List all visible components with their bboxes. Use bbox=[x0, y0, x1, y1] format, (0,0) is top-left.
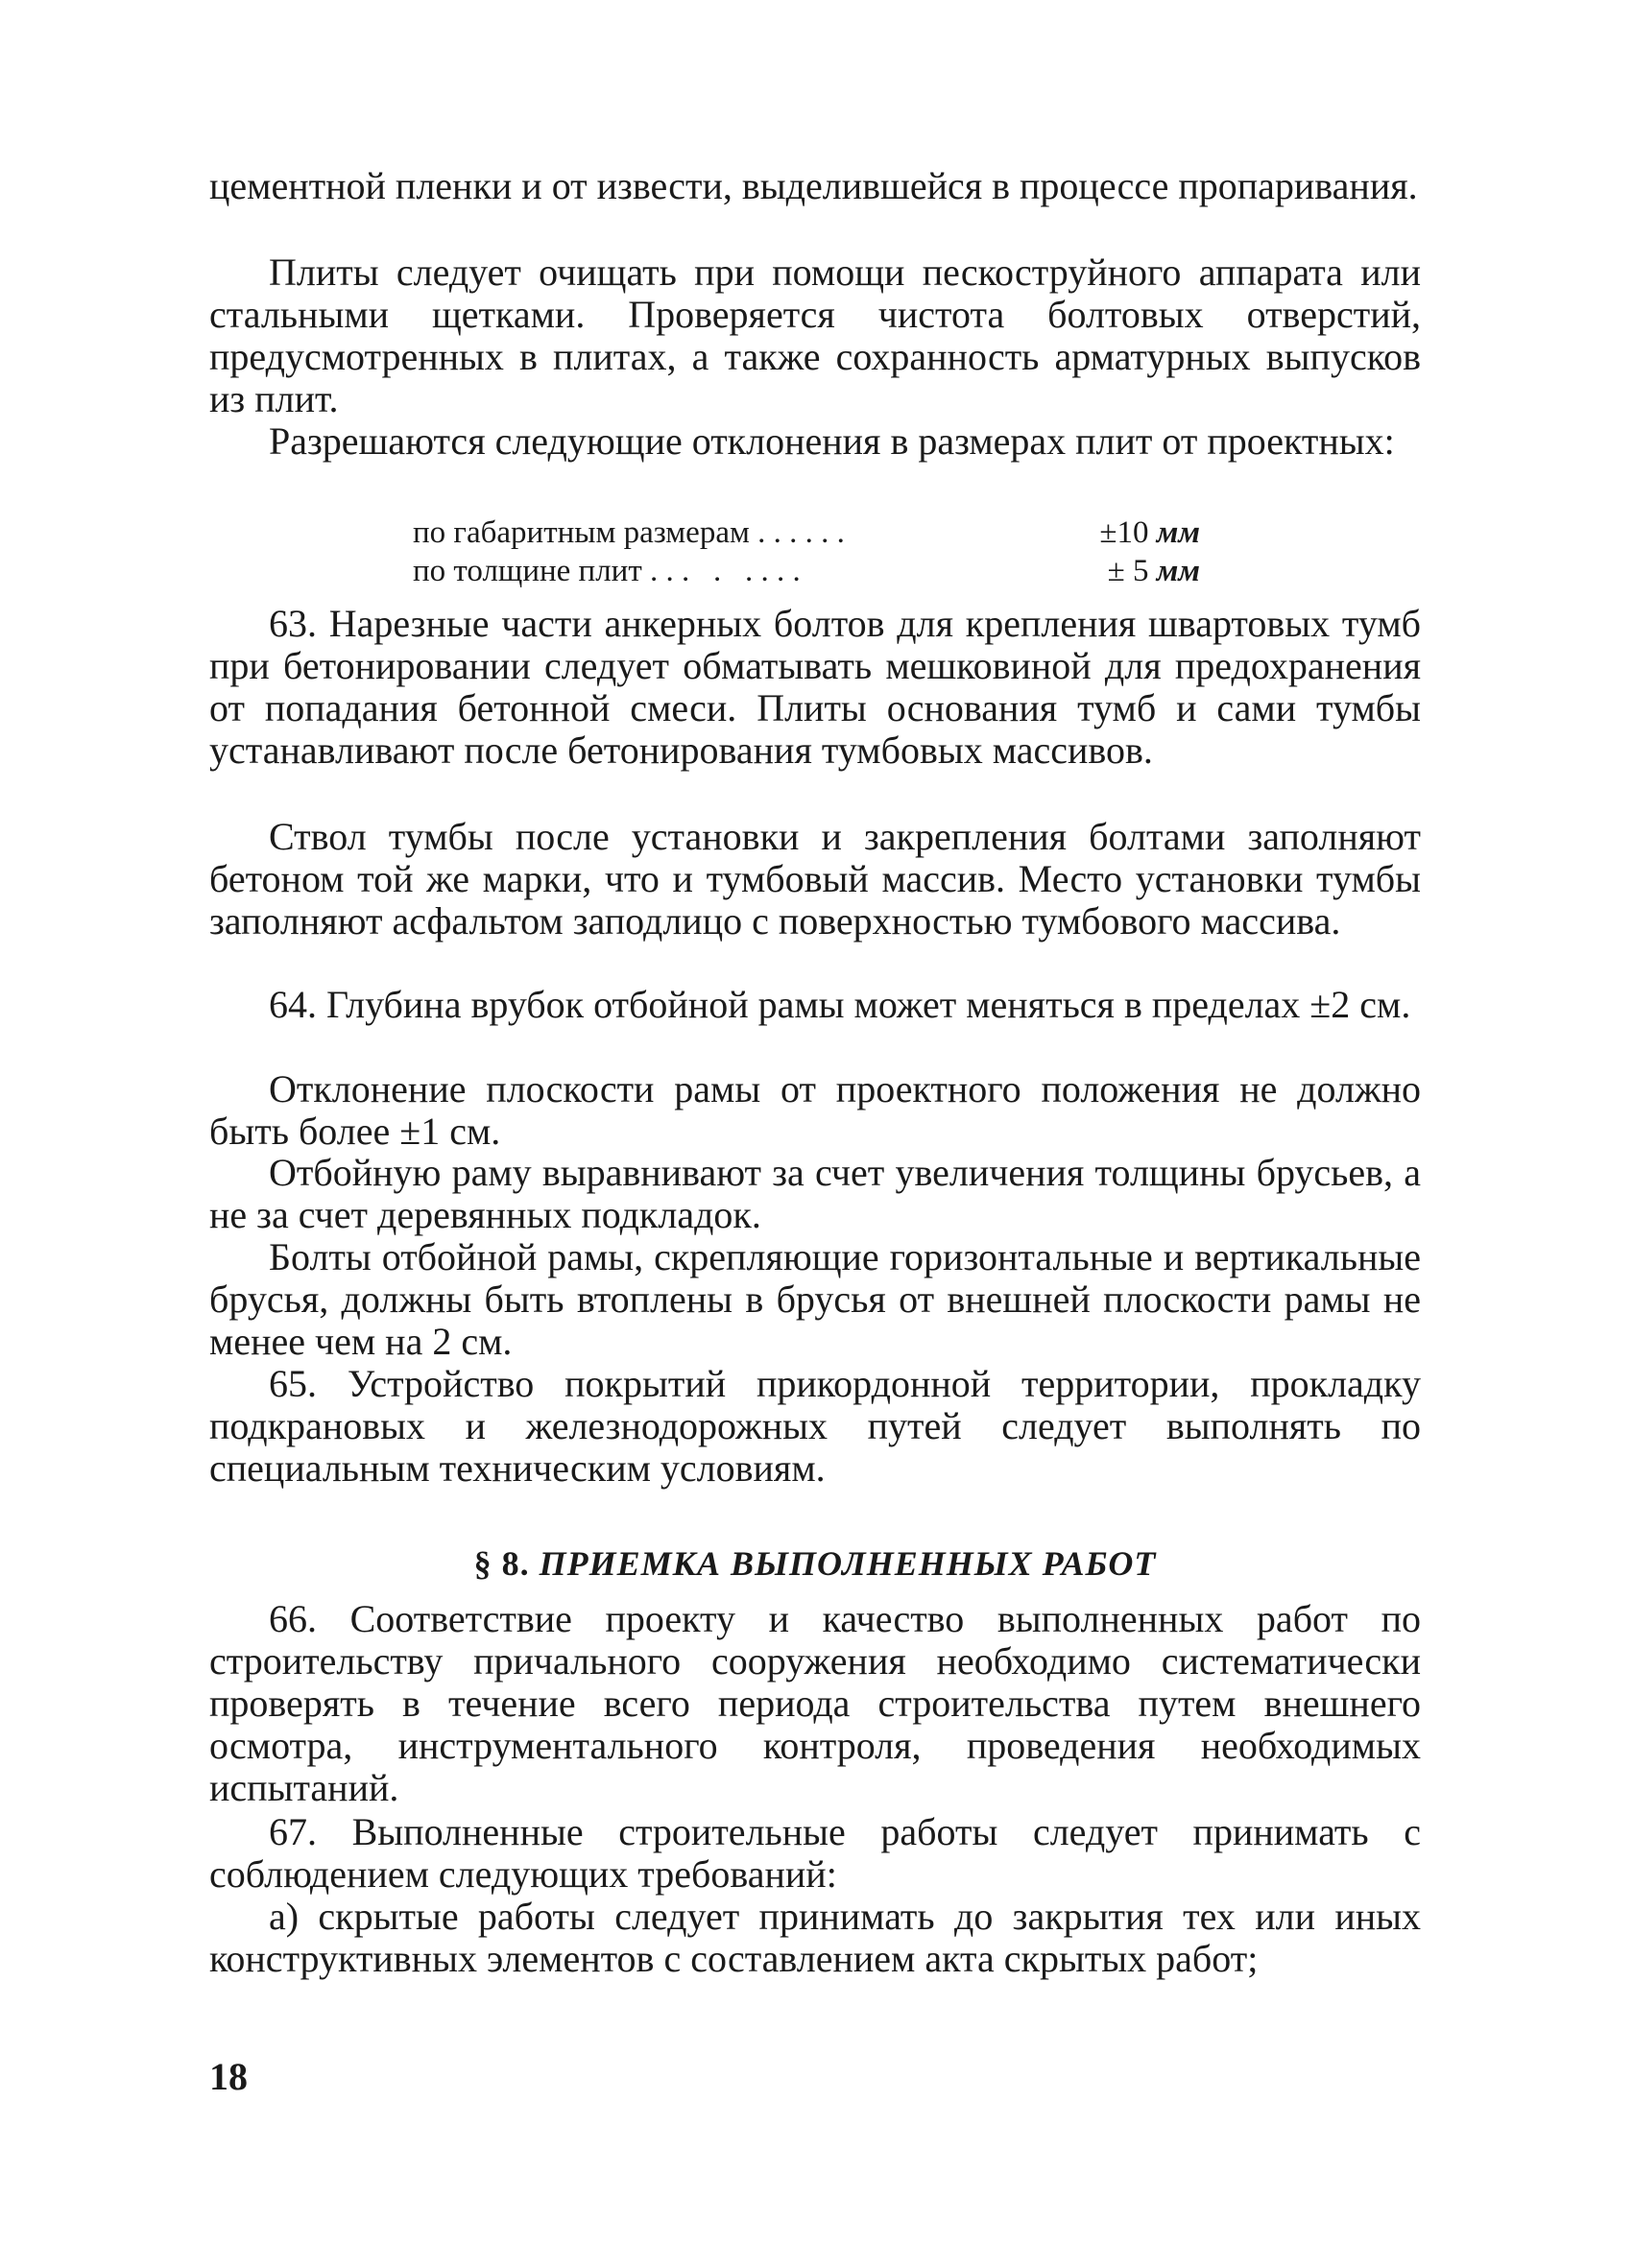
page-number: 18 bbox=[209, 2055, 248, 2098]
paragraph-item-66: 66. Соответствие проекту и качество выполненных работ по строительству причального сооружения необходимо систематически проверять в течение всего периода строительства путем внешнего осмотра, инструментального контроля, проведения необходимых испытаний. bbox=[209, 1597, 1421, 1809]
tolerance-value: ± 5 bbox=[1107, 554, 1149, 588]
paragraph-item-67: 67. Выполненные строительные работы следует принимать с соблюдением следующих требований: bbox=[209, 1810, 1421, 1896]
paragraph-post-install: Ствол тумбы после установки и закрепления болтами заполняют бетоном той же марки, что и тумбовый массив. Место установки тумбы заполняют асфальтом заподлицо с поверхностью тумбового массива. bbox=[209, 815, 1421, 943]
tolerance-unit: мм bbox=[1156, 554, 1200, 588]
tolerance-value-group bbox=[1108, 552, 1200, 590]
paragraph-frame-alignment: Отбойную раму выравнивают за счет увеличения толщины брусьев, а не за счет деревянных подкладок. bbox=[209, 1151, 1421, 1236]
paragraph-item-64: 64. Глубина врубок отбойной рамы может меняться в пределах ±2 см. bbox=[269, 983, 1411, 1026]
paragraph-cleaning: Плиты следует очищать при помощи пескоструйного аппарата или стальными щетками. Проверяется чистота болтовых отверстий, предусмотренных в плитах, а также сохранность арматурных выпусков из плит. bbox=[209, 251, 1421, 420]
tolerance-label: по габаритным размерам . . . . . . bbox=[413, 515, 845, 550]
paragraph-deviations-intro: Разрешаются следующие отклонения в размерах плит от проектных: bbox=[269, 419, 1395, 463]
paragraph-item-63: 63. Нарезные части анкерных болтов для крепления швартовых тумб при бетонировании следует обматывать мешковиной для предохранения от попадания бетонной смеси. Плиты основания тумб и сами тумбы устанавливают после бетонирования тумбовых массивов. bbox=[209, 602, 1421, 772]
paragraph-item-67a: а) скрытые работы следует принимать до закрытия тех или иных конструктивных элементов с составлением акта скрытых работ; bbox=[209, 1895, 1421, 1980]
paragraph-frame-bolts: Болты отбойной рамы, скрепляющие горизонтальные и вертикальные брусья, должны быть втоплены в брусья от внешней плоскости рамы не менее чем на 2 см. bbox=[209, 1235, 1421, 1363]
tolerance-row-thickness bbox=[413, 552, 1200, 590]
tolerance-row-overall bbox=[413, 513, 1200, 552]
tolerance-value: ±10 bbox=[1099, 515, 1149, 550]
paragraph-continuation: цементной пленки и от извести, выделившейся в процессе пропаривания. bbox=[209, 164, 1418, 207]
paragraph-frame-deviation: Отклонение плоскости рамы от проектного положения не должно быть более ±1 см. bbox=[209, 1067, 1421, 1153]
section-title: ПРИЕМКА ВЫПОЛНЕННЫХ РАБОТ bbox=[539, 1544, 1157, 1583]
tolerance-unit: мм bbox=[1156, 515, 1200, 550]
section-number: § 8. bbox=[473, 1544, 530, 1583]
tolerance-label: по толщине плит . . . . . . . . bbox=[413, 554, 801, 588]
tolerance-value-group bbox=[1099, 513, 1200, 552]
paragraph-item-65: 65. Устройство покрытий прикордонной территории, прокладку подкрановых и железнодорожных путей следует выполнять по специальным техническим условиям. bbox=[209, 1362, 1421, 1490]
section-heading bbox=[209, 1542, 1421, 1585]
